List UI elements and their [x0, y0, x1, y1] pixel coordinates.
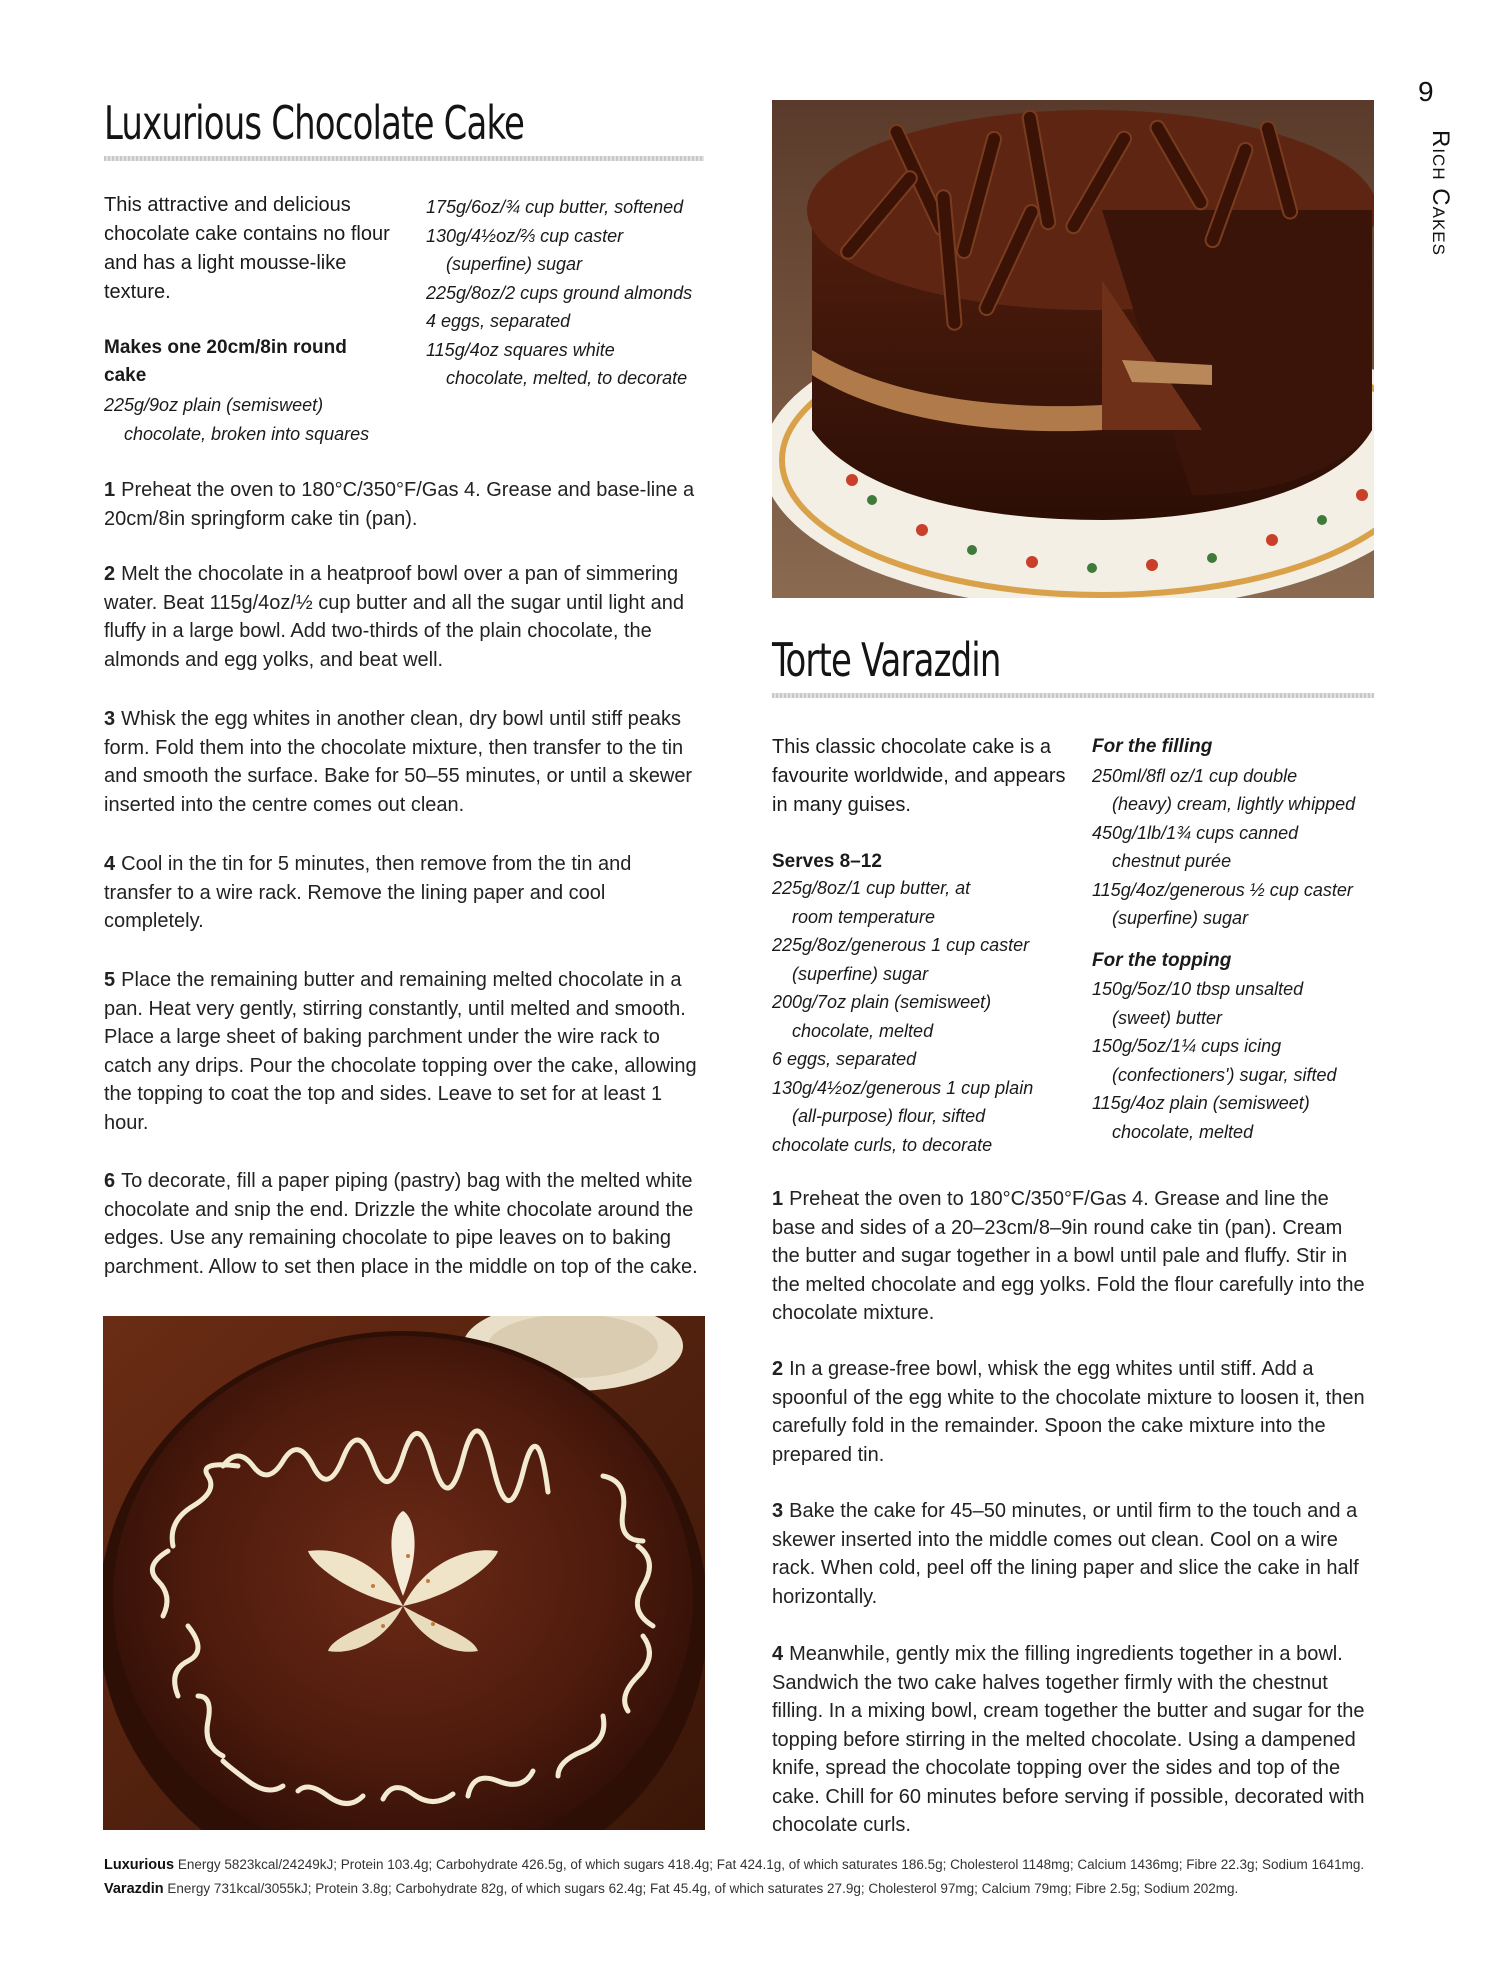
ingredients-torte-right — [1092, 733, 1355, 1146]
ingredient-line: 6 eggs, separated — [772, 1049, 917, 1069]
ingredient-line: 130g/4½oz/generous 1 cup plain — [772, 1077, 1034, 1098]
ingredient-line: 150g/5oz/1¼ cups icing — [1092, 1036, 1282, 1056]
step-text: Whisk the egg whites in another clean, dry bowl until stiff peaks form. Fold them into the chocolate mixture, then transfer to the tin and smooth the surface. Bake for 50–55 minutes, or until a skewer inserted into the centre comes out clean. — [104, 708, 693, 816]
nutrition-text: Energy 5823kcal/24249kJ; Protein 103.4g; Carbohydrate 426.5g, of which sugars 418.4g; Fat 424.1g, of which saturates 186.5g; Cholesterol 1148mg; Calcium 1436mg; Fibre 22.3g; Sodium 1641mg. — [177, 1857, 1365, 1872]
step-number: 4 — [104, 853, 116, 875]
ingredient-line: chocolate, melted — [792, 1020, 934, 1041]
ingredient-line: 250ml/8fl oz/1 cup double — [1092, 765, 1298, 786]
ingredient-line: (superfine) sugar — [792, 963, 929, 984]
step-number: 4 — [772, 1643, 784, 1665]
nutrition-label: Luxurious — [104, 1857, 175, 1873]
ingredient-line: 4 eggs, separated — [426, 311, 571, 331]
title-rule-luxurious — [104, 156, 704, 161]
photo-torte-varazdin — [772, 100, 1374, 598]
ingredient-line: 175g/6oz/¾ cup butter, softened — [426, 197, 684, 217]
section-title — [1420, 130, 1460, 310]
ingredient-line: (sweet) butter — [1112, 1007, 1223, 1028]
step-text: Meanwhile, gently mix the filling ingredients together in a bowl. Sandwich the two cake halves together firmly with the chestnut filling. In a mixing bowl, cream together the butter and sugar for the topping before stirring in the melted chocolate. Using a dampened knife, spread the chocolate topping over the sides and top of the cake. Chill for 60 minutes before serving if possible, decorated with chocolate curls. — [772, 1643, 1365, 1836]
page-number: 9 — [1418, 76, 1434, 107]
ingredient-line: chocolate, melted — [1112, 1121, 1254, 1142]
yield-torte: Serves 8–12 — [772, 851, 882, 872]
ingredients-luxurious-right — [426, 193, 692, 393]
method-step — [772, 1185, 1374, 1328]
method-step — [104, 966, 704, 1137]
ingredient-line: (superfine) sugar — [446, 254, 583, 274]
step-text: Place the remaining butter and remaining melted chocolate in a pan. Heat very gently, stirring constantly, until melted and smooth. Place a large sheet of baking parchment under the wire rack to catch any drips. Pour the chocolate topping over the cake, allowing the topping to coat the top and sides. Leave to set for at least 1 hour. — [104, 969, 697, 1134]
ingredient-line: (all-purpose) flour, sifted — [792, 1106, 986, 1126]
step-text: Bake the cake for 45–50 minutes, or until firm to the touch and a skewer inserted into the middle comes out clean. Cool on a wire rack. When cold, peel off the lining paper and slice the cake in half horizontally. — [772, 1500, 1359, 1608]
step-text: To decorate, fill a paper piping (pastry) bag with the melted white chocolate and snip the end. Drizzle the white chocolate around the edges. Use any remaining chocolate to pipe leaves on to baking parchment. Allow to set then place in the middle on top of the cake. — [104, 1170, 698, 1278]
method-step — [104, 850, 704, 936]
photo-luxurious-cake — [103, 1316, 705, 1830]
ingredient-line: room temperature — [792, 906, 936, 927]
topping-list — [1092, 975, 1355, 1146]
method-step — [772, 1640, 1374, 1840]
step-text: In a grease-free bowl, whisk the egg whites until stiff. Add a spoonful of the egg white to the chocolate mixture to loosen it, then carefully fold in the remainder. Spoon the cake mixture into the prepared tin. — [772, 1358, 1365, 1466]
method-step — [772, 1497, 1374, 1611]
ingredient-line: 225g/8oz/2 cups ground almonds — [426, 282, 693, 303]
filling-list — [1092, 762, 1355, 933]
ingredient-line: 225g/9oz plain (semisweet) — [104, 395, 324, 415]
step-text: Preheat the oven to 180°C/350°F/Gas 4. Grease and base-line a 20cm/8in springform cake tin (pan). — [104, 479, 695, 530]
ingredient-line: chocolate, melted, to decorate — [446, 368, 688, 388]
ingredient-line: 225g/8oz/generous 1 cup caster — [772, 935, 1030, 955]
ingredient-line: 115g/4oz/generous ½ cup caster — [1092, 879, 1353, 900]
nutrition-label: Varazdin — [104, 1881, 164, 1897]
intro-luxurious: This attractive and delicious chocolate cake contains no flour and has a light mousse-like texture. — [104, 194, 390, 303]
step-text: Cool in the tin for 5 minutes, then remove from the tin and transfer to a wire rack. Remove the lining paper and cool completely. — [104, 853, 632, 932]
ingredient-line: chocolate curls, to decorate — [772, 1134, 993, 1155]
yield-luxurious: Makes one 20cm/8in round cake — [104, 337, 347, 386]
ingredient-line: 150g/5oz/10 tbsp unsalted — [1092, 979, 1304, 999]
step-number: 1 — [772, 1188, 784, 1210]
step-number: 3 — [104, 708, 116, 730]
step-number: 3 — [772, 1500, 784, 1522]
section-title-text: Rich Cakes — [1427, 130, 1454, 256]
method-step — [104, 1167, 704, 1281]
nutrition-luxurious — [104, 1857, 1364, 1873]
title-rule-torte — [772, 693, 1374, 698]
ingredient-line: chestnut purée — [1112, 851, 1232, 871]
ingredient-line: (heavy) cream, lightly whipped — [1112, 794, 1356, 814]
step-number: 2 — [772, 1358, 784, 1380]
ingredient-line: 200g/7oz plain (semisweet) — [772, 992, 992, 1012]
ingredient-line: chocolate, broken into squares — [124, 423, 370, 444]
recipe-title-luxurious: Luxurious Chocolate Cake — [104, 96, 525, 150]
ingredient-line: 115g/4oz plain (semisweet) — [1092, 1093, 1310, 1113]
topping-heading: For the topping — [1092, 949, 1232, 971]
ingredient-line: 115g/4oz squares white — [426, 339, 615, 360]
step-number: 5 — [104, 969, 116, 991]
ingredient-line: 225g/8oz/1 cup butter, at — [772, 878, 971, 898]
ingredients-torte-left — [772, 874, 1033, 1159]
nutrition-varazdin — [104, 1881, 1238, 1897]
method-step — [104, 560, 704, 674]
torte-varazdin-image — [772, 100, 1374, 598]
filling-heading: For the filling — [1092, 736, 1213, 757]
nutrition-text: Energy 731kcal/3055kJ; Protein 3.8g; Carbohydrate 82g, of which sugars 62.4g; Fat 45.4g, of which saturates 27.9g; Cholesterol 97mg; Calcium 79mg; Fibre 2.5g; Sodium 202mg. — [167, 1881, 1239, 1896]
step-text: Melt the chocolate in a heatproof bowl over a pan of simmering water. Beat 115g/4oz/½ cup butter and all the sugar until light and fluffy in a large bowl. Add two-thirds of the plain chocolate, the almonds and egg yolks, and beat well. — [104, 563, 685, 671]
ingredient-line: (superfine) sugar — [1112, 908, 1249, 928]
step-number: 2 — [104, 563, 116, 585]
step-number: 6 — [104, 1170, 116, 1192]
ingredient-line: (confectioners') sugar, sifted — [1112, 1064, 1337, 1085]
step-number: 1 — [104, 479, 116, 501]
intro-torte: This classic chocolate cake is a favourite worldwide, and appears in many guises. — [772, 736, 1066, 816]
ingredients-luxurious-left — [104, 391, 369, 448]
method-step — [772, 1355, 1374, 1469]
step-text: Preheat the oven to 180°C/350°F/Gas 4. Grease and line the base and sides of a 20–23cm/8–9in round cake tin (pan). Cream the butter and sugar together in a bowl until pale and fluffy. Stir in the melted chocolate and egg yolks. Fold the flour carefully into the chocolate mixture. — [772, 1188, 1365, 1324]
ingredient-line: 130g/4½oz/⅔ cup caster — [426, 225, 624, 246]
luxurious-cake-image — [103, 1316, 705, 1830]
ingredient-line: 450g/1lb/1¾ cups canned — [1092, 822, 1299, 843]
recipe-title-torte: Torte Varazdin — [772, 633, 1001, 687]
method-step — [104, 705, 704, 819]
method-step — [104, 476, 704, 533]
